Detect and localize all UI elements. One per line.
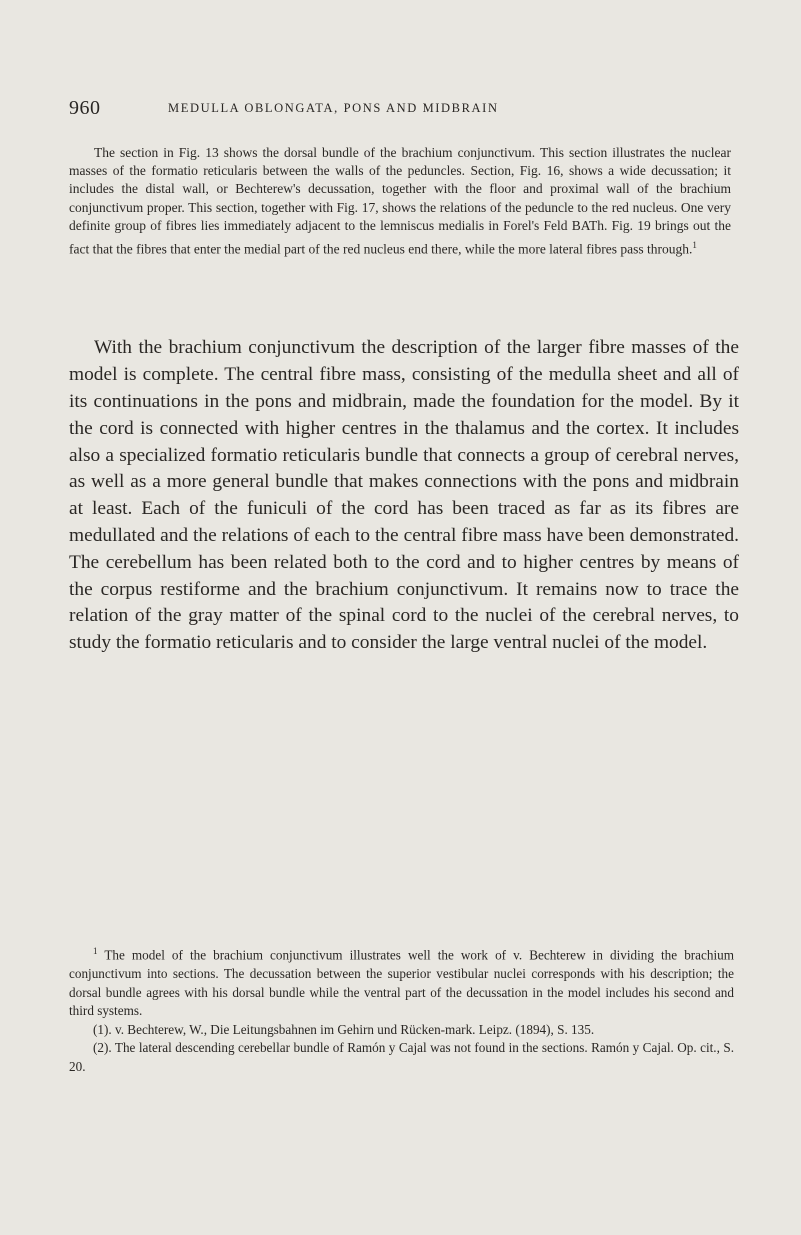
page-header [69,97,741,121]
footnote-marker: 1 [93,946,98,956]
footnote-reference: 1 [692,239,697,250]
small-paragraph-text: The section in Fig. 13 shows the dorsal bundle of the brachium conjunctivum. This section illustrates the nuclear masses of the formatio reticularis between the walls of the peduncles. Section, Fig. 16, shows a wide decussation; it includes the distal wall, or Bechterew's decussation, together with the floor and proximal wall of the brachium conjunctivum proper. This section, together with Fig. 17, shows the relations of the peduncle to the red nucleus. One very definite group of fibres lies immediately adjacent to the lemniscus medialis in Forel's Feld BATh. Fig. 19 brings out the fact that the fibres that enter the medial part of the red nucleus end there, while the more lateral fibres pass through. [69,144,731,257]
footnote-1 [69,942,734,1021]
small-print-paragraph [69,144,731,259]
page-number: 960 [69,97,101,119]
footnotes [69,942,734,1077]
footnote-3: (2). The lateral descending cerebellar bundle of Ramón y Cajal was not found in the sections. Ramón y Cajal. Op. cit., S. 20. [69,1040,734,1074]
footnote-2: (1). v. Bechterew, W., Die Leitungsbahnen im Gehirn und Rücken-mark. Leipz. (1894), S. 135. [93,1021,595,1037]
footnote-1-text: The model of the brachium conjunctivum illustrates well the work of v. Bechterew in dividing the brachium conjunctivum into sections. The decussation between the superior vestibular nuclei corresponds with his description; the dorsal bundle agrees with his dorsal bundle while the ventral part of the decussation in the model includes his second and third systems. [69,947,734,1019]
main-paragraph: With the brachium conjunctivum the description of the larger fibre masses of the model is complete. The central fibre mass, consisting of the medulla sheet and all of its continuations in the pons and midbrain, made the foundation for the model. By it the cord is connected with higher centres in the thalamus and the cortex. It includes also a specialized formatio reticularis bundle that connects a group of cerebral nerves, as well as a more general bundle that makes connections with the pons and midbrain at least. Each of the funiculi of the cord has been traced as far as its fibres are medullated and the relations of each to the central fibre mass have been demonstrated. The cerebellum has been related both to the cord and to higher centres by means of the corpus restiforme and the brachium conjunctivum. It remains now to trace the relation of the gray matter of the spinal cord to the nuclei of the cerebral nerves, to study the formatio reticularis and to consider the large ventral nuclei of the model. [69,337,739,654]
running-head: MEDULLA OBLONGATA, PONS AND MIDBRAIN [168,101,499,115]
